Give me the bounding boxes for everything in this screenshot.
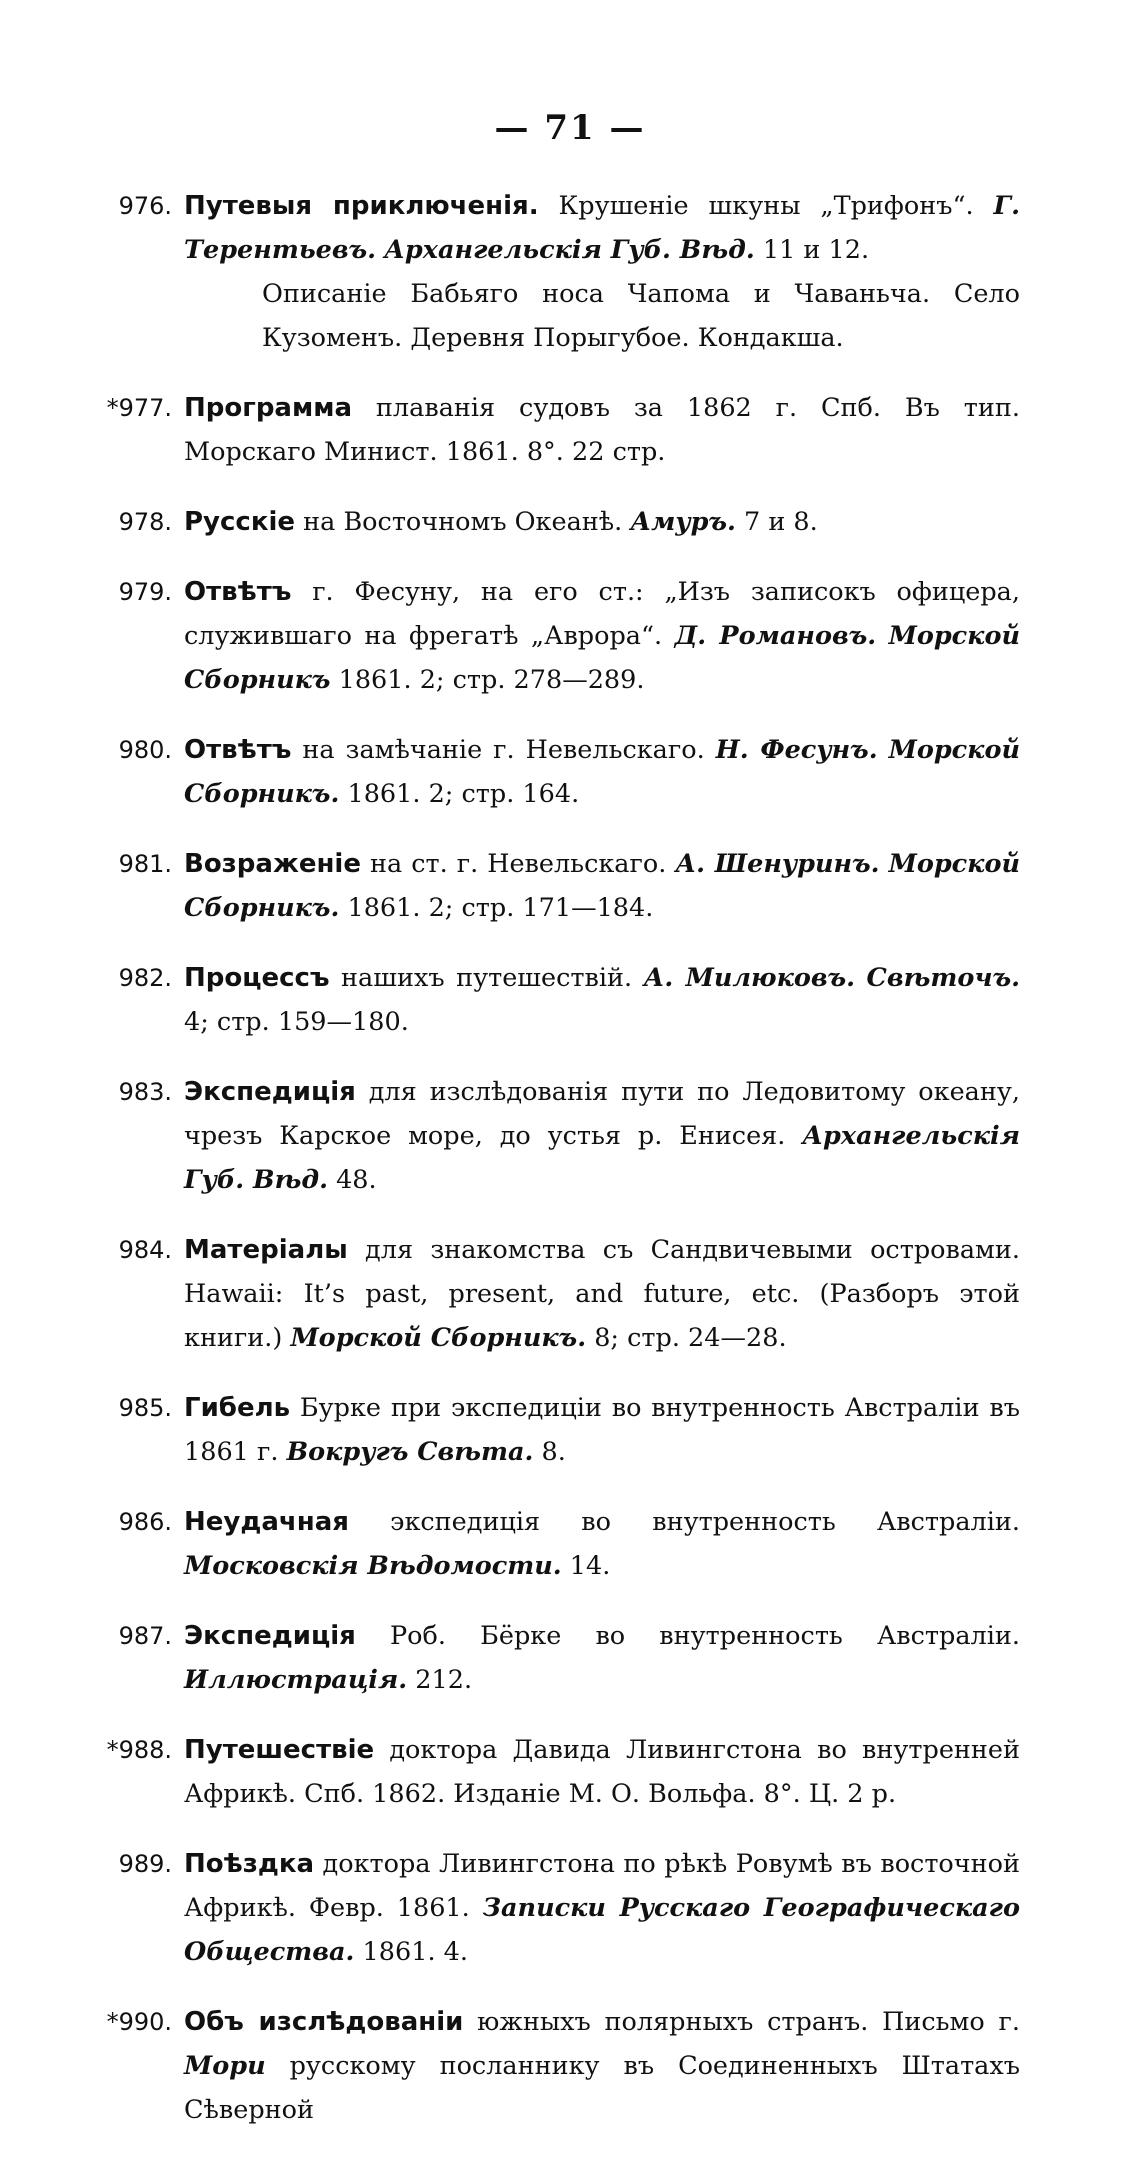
entry-body: плаванія судовъ за 1862 г. Спб. Въ тип. Морскаго Минист. 1861. 8°. 22 стр. [184,393,1020,467]
bibliography-entry [100,2000,1020,2132]
entry-body: на Восточномъ Океанѣ. [295,507,631,537]
entry-number: 976. [118,192,172,220]
entry-body-continued: русскому посланнику въ Соединенныхъ Штатахъ Сѣверной [184,2051,1020,2125]
entry-author: Мори [184,2051,266,2081]
entry-source: Морской Сборникъ. [184,735,1020,809]
entry-heading: Путешествіе [184,1735,375,1765]
entry-text [184,842,1020,930]
entry-number: 983. [118,1078,172,1106]
bibliography-entry [100,184,1020,360]
entry-note: Описаніе Бабьяго носа Чапома и Чаваньча. Село Кузоменъ. Деревня Порыгубое. Кондакша. [262,279,1020,353]
entry-author: Н. Фесунъ. [715,735,878,765]
bibliography-entry [100,500,1020,544]
entry-text [184,1386,1020,1474]
entry-source: Вокругъ Свѣта. [286,1437,534,1467]
entry-author: А. Милюковъ. [643,963,855,993]
entry-number: 979. [118,578,172,606]
entry-source: Записки Русскаго Географическаго Общества. [184,1893,1020,1967]
bibliography-entry [100,1500,1020,1588]
entry-text [184,500,1020,544]
entry-heading: Объ изслѣдованіи [184,2007,464,2037]
bibliography-entry [100,570,1020,702]
entry-tail: 1861. 2; стр. 171—184. [339,893,654,923]
entry-body: на замѣчаніе г. Невельскаго. [291,735,716,765]
entry-heading: Русскіе [184,507,296,537]
entry-body-continued [880,849,889,879]
bibliography-entry [100,386,1020,474]
entry-heading: Путевыя приключенія. [184,191,539,221]
entry-author: Г. Терентьевъ. [184,191,1020,265]
entry-text [184,2000,1020,2132]
entry-text [184,1500,1020,1588]
entry-source: Иллюстрація. [184,1665,408,1695]
bibliography-entry [100,728,1020,816]
entry-body: г. Фесуну, на его ст.: „Изъ записокъ офицера, служившаго на фрегатѣ „Аврора“. [184,577,1020,651]
entry-source: Архангельскія Губ. Вѣд. [384,235,755,265]
entry-text [184,1728,1020,1816]
entry-heading: Экспедиція [184,1077,356,1107]
entry-body-continued [876,621,888,651]
entry-number: 984. [118,1236,172,1264]
entry-source: Амуръ. [630,507,736,537]
entry-source: Московскія Вѣдомости. [184,1551,562,1581]
entry-tail: 4; стр. 159—180. [184,1007,409,1037]
entry-text [184,1070,1020,1202]
entry-heading: Поѣздка [184,1849,315,1879]
entry-body: на ст. г. Невельскаго. [360,849,676,879]
entry-author: А. Шенуринъ. [675,849,880,879]
entry-body: для знакомства съ Сандвичевыми островами. Hawaii: It’s past, present, and future, etc. (Разборъ этой книги.) [184,1235,1020,1353]
bibliography-entry [100,1070,1020,1202]
entry-heading: Возраженіе [184,849,361,879]
entry-number: 981. [118,850,172,878]
entry-number: 980. [118,736,172,764]
entry-text [184,1614,1020,1702]
entry-tail: 48. [327,1165,377,1195]
entry-body-continued [855,963,867,993]
entry-number: 987. [118,1622,172,1650]
entry-source: Архангельскія Губ. Вѣд. [184,1121,1020,1195]
entry-heading: Программа [184,393,353,423]
entry-heading: Матеріалы [184,1235,348,1265]
entry-heading: Экспедиція [184,1621,356,1651]
entry-author: Д. Романовъ. [674,621,877,651]
entry-text [184,570,1020,702]
entry-source: Морской Сборникъ. [290,1323,587,1353]
entry-source: Морской Сборникъ [184,621,1020,695]
bibliography-entry [100,1228,1020,1360]
entry-body: Роб. Бёрке во внутренность Австраліи. [355,1621,1020,1651]
entry-number: 989. [118,1850,172,1878]
entry-body: экспедиція во внутренность Австраліи. [348,1507,1020,1537]
entry-number: *990. [106,2008,172,2036]
entry-body: Крушеніе шкуны „Трифонъ“. [538,191,994,221]
bibliography-entry [100,956,1020,1044]
entry-text [184,386,1020,474]
bibliography-entry [100,1842,1020,1974]
entry-tail: 14. [561,1551,611,1581]
entry-tail: 7 и 8. [735,507,818,537]
entry-number: 982. [118,964,172,992]
entry-number: 978. [118,508,172,536]
entry-number: 985. [118,1394,172,1422]
entry-body: доктора Давида Ливингстона во внутренней Африкѣ. Спб. 1862. Изданіе М. О. Вольфа. 8°. Ц. 2 р. [184,1735,1020,1809]
entry-source: Свѣточъ. [866,963,1020,993]
entry-body-continued [376,235,384,265]
entry-body-continued [878,735,889,765]
entry-heading: Гибель [184,1393,291,1423]
bibliography-entry [100,1728,1020,1816]
entry-source: Морской Сборникъ. [184,849,1020,923]
entry-tail: 212. [407,1665,473,1695]
entry-text [184,956,1020,1044]
bibliography-entry [100,1614,1020,1702]
entry-heading: Отвѣтъ [184,735,292,765]
entry-tail: 8; стр. 24—28. [586,1323,787,1353]
entry-text [184,184,1020,360]
entry-number: *988. [106,1736,172,1764]
entry-number: 986. [118,1508,172,1536]
entry-heading: Неудачная [184,1507,349,1537]
entry-body: Бурке при экспедиціи во внутренность Австраліи въ 1861 г. [184,1393,1020,1467]
entry-text [184,1842,1020,1974]
entry-heading: Отвѣтъ [184,577,292,607]
entry-text [184,1228,1020,1360]
entry-tail: 1861. 2; стр. 164. [339,779,580,809]
bibliography-list [100,184,1020,2158]
entry-heading: Процессъ [184,963,330,993]
entry-tail: 1861. 4. [354,1937,468,1967]
page-number: — 71 — [494,108,646,148]
entry-number: *977. [106,394,172,422]
bibliography-entry [100,1386,1020,1474]
entry-tail: 11 и 12. [754,235,870,265]
entry-body: доктора Ливингстона по рѣкѣ Ровумѣ въ восточной Африкѣ. Февр. 1861. [184,1849,1020,1923]
entry-body: южныхъ полярныхъ странъ. Письмо г. [463,2007,1020,2037]
entry-tail: 8. [533,1437,566,1467]
entry-text [184,728,1020,816]
entry-body: нашихъ путешествій. [329,963,644,993]
entry-tail: 1861. 2; стр. 278—289. [330,665,645,695]
entry-body: для изслѣдованія пути по Ледовитому океану, чрезъ Карское море, до устья р. Енисея. [184,1077,1020,1151]
bibliography-entry [100,842,1020,930]
